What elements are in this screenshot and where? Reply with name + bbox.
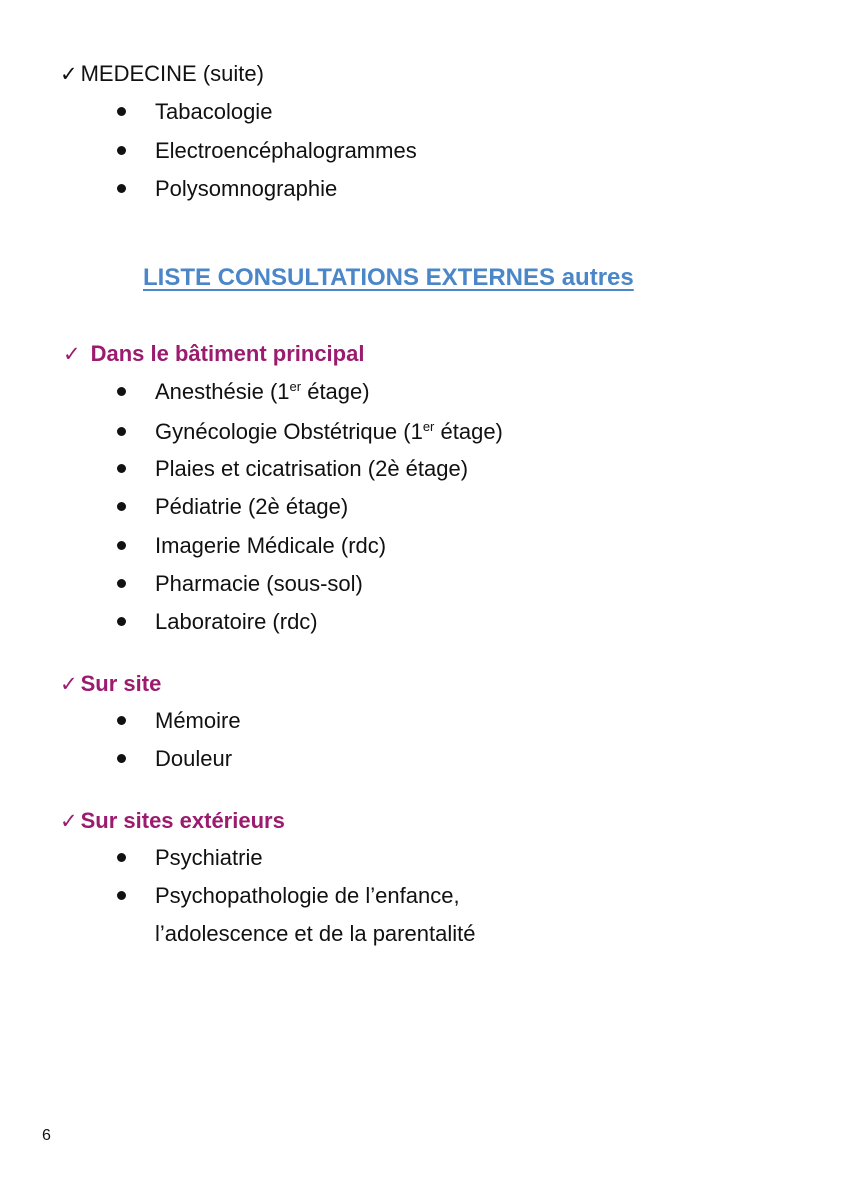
list-item-text: Plaies et cicatrisation (2è étage) <box>155 456 469 481</box>
bullet-icon <box>117 146 126 155</box>
exterieurs-heading <box>60 807 285 836</box>
bullet-icon <box>117 541 126 550</box>
medecine-heading-text: MEDECINE (suite) <box>80 61 264 86</box>
sur-site-heading <box>60 670 161 699</box>
page-title: LISTE CONSULTATIONS EXTERNES autres <box>143 264 634 291</box>
list-item-text: Pédiatrie (2è étage) <box>155 494 349 519</box>
list-item-text: Tabacologie <box>155 99 273 124</box>
list-item-text: Mémoire <box>155 708 241 733</box>
bullet-icon <box>117 716 126 725</box>
bullet-icon <box>117 754 126 763</box>
list-item-text: Gynécologie Obstétrique (1er étage) <box>155 419 503 444</box>
page-number: 6 <box>42 1127 51 1144</box>
checkmark-icon: ✓ <box>63 343 81 366</box>
bullet-icon <box>117 184 126 193</box>
bullet-icon <box>117 853 126 862</box>
list-item-text: Pharmacie (sous-sol) <box>155 571 363 596</box>
bullet-icon <box>117 502 126 511</box>
list-item-text: Psychiatrie <box>155 845 263 870</box>
list-item-text: Psychopathologie de l’enfance, l’adolescence et de la parentalité <box>155 883 476 946</box>
bullet-icon <box>117 427 126 436</box>
list-item-text: Anesthésie (1er étage) <box>155 379 370 404</box>
bullet-icon <box>117 891 126 900</box>
checkmark-icon: ✓ <box>60 673 78 696</box>
bullet-icon <box>117 107 126 116</box>
batiment-heading-text: Dans le bâtiment principal <box>90 341 365 366</box>
medecine-heading <box>60 60 264 89</box>
checkmark-icon: ✓ <box>60 63 78 86</box>
sur-site-heading-text: Sur site <box>80 671 162 696</box>
list-item-text: Electroencéphalogrammes <box>155 138 417 163</box>
list-item-text: Polysomnographie <box>155 176 338 201</box>
bullet-icon <box>117 387 126 396</box>
list-item-text: Imagerie Médicale (rdc) <box>155 533 387 558</box>
list-item-text: Laboratoire (rdc) <box>155 609 318 634</box>
bullet-icon <box>117 464 126 473</box>
bullet-icon <box>117 579 126 588</box>
bullet-icon <box>117 617 126 626</box>
batiment-heading <box>63 340 364 369</box>
list-item-text: Douleur <box>155 746 233 771</box>
checkmark-icon: ✓ <box>60 810 78 833</box>
exterieurs-heading-text: Sur sites extérieurs <box>80 808 285 833</box>
